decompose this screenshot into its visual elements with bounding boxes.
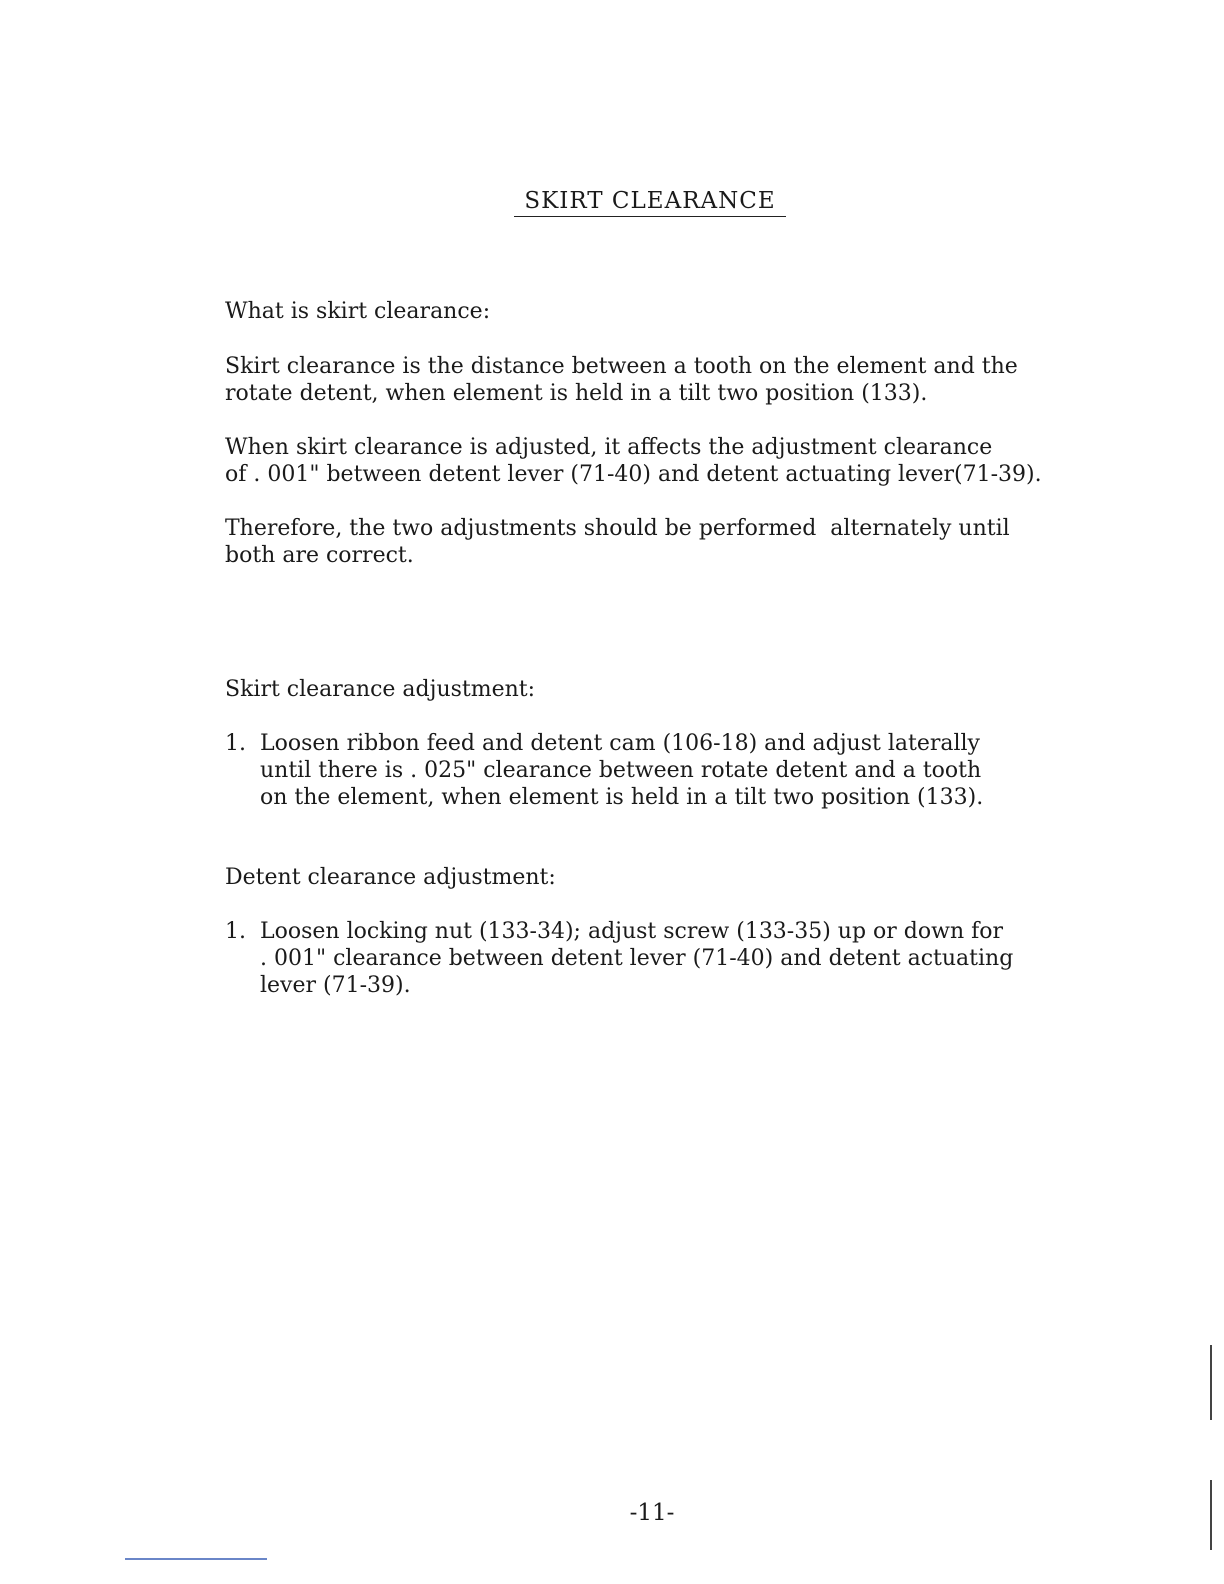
- page-title-text: SKIRT CLEARANCE: [514, 188, 785, 217]
- page-title: [0, 188, 1224, 217]
- step-number: 1.: [225, 731, 246, 756]
- skirt-adjustment-heading: Skirt clearance adjustment:: [225, 677, 536, 702]
- step-text: Loosen ribbon feed and detent cam (106-18) and adjust laterally until there is . 025" clearance between rotate detent and a tooth on the element, when element is held in a tilt two position (133).: [260, 731, 984, 810]
- scan-edge-mark: [1210, 1480, 1212, 1550]
- scan-artifact-line: [125, 1558, 267, 1560]
- detent-adjustment-heading: Detent clearance adjustment:: [225, 865, 556, 890]
- intro-paragraph-definition: Skirt clearance is the distance between a tooth on the element and the rotate detent, when element is held in a tilt two position (133).: [225, 354, 1018, 406]
- intro-paragraph-effect: When skirt clearance is adjusted, it affects the adjustment clearance of . 001" between detent lever (71-40) and detent actuating lever(71-39).: [225, 435, 1042, 487]
- step-text: Loosen locking nut (133-34); adjust screw (133-35) up or down for . 001" clearance between detent lever (71-40) and detent actuating lever (71-39).: [260, 919, 1014, 998]
- intro-heading: What is skirt clearance:: [225, 299, 491, 324]
- page-number: -11-: [629, 1500, 675, 1526]
- scan-edge-mark: [1210, 1345, 1212, 1420]
- step-number: 1.: [225, 919, 246, 944]
- intro-paragraph-conclusion: Therefore, the two adjustments should be performed alternately until both are correct.: [225, 516, 1010, 568]
